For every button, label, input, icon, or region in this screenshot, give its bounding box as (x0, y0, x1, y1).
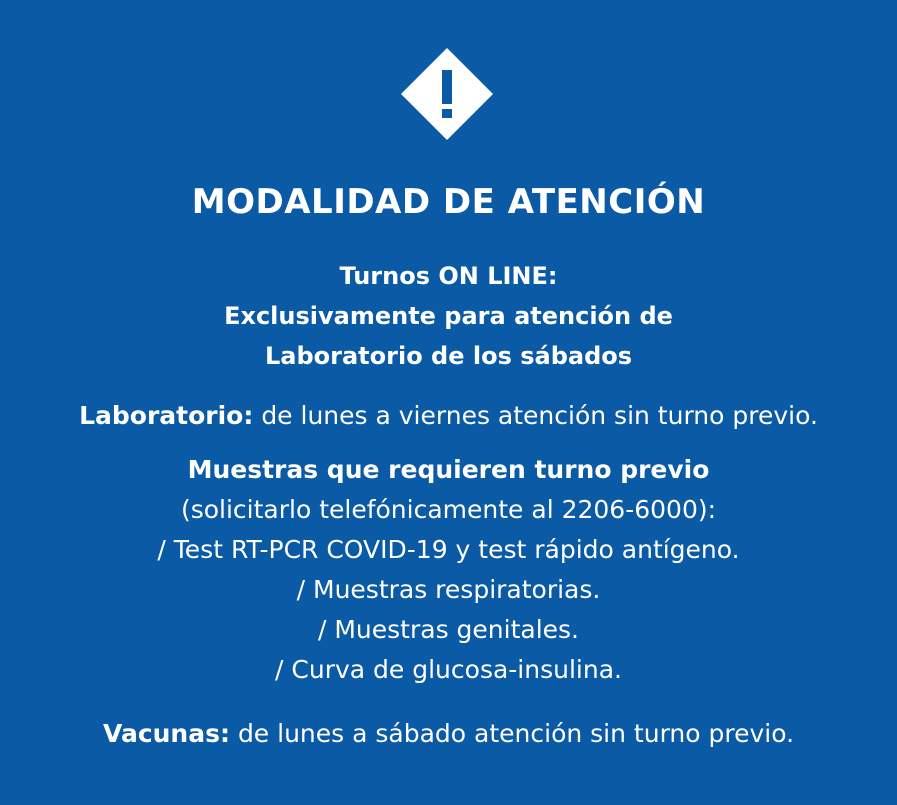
online-line: Exclusivamente para atención de (224, 302, 673, 330)
page-title: MODALIDAD DE ATENCIÓN (191, 182, 706, 222)
vaccines-hours (0, 714, 897, 754)
laboratory-label: Laboratorio: (79, 401, 254, 430)
samples-section (0, 450, 897, 690)
online-line: Laboratorio de los sábados (264, 342, 633, 370)
sample-item: / Muestras respiratorias. (296, 575, 601, 604)
laboratory-hours (0, 396, 897, 436)
online-appointments-notice (0, 256, 897, 376)
samples-phone-line: (solicitarlo telefónicamente al 2206-6000): (180, 495, 717, 524)
vaccines-label: Vacunas: (102, 719, 230, 748)
sample-item: / Curva de glucosa-insulina. (275, 655, 622, 684)
samples-heading: Muestras que requieren turno previo (187, 455, 710, 484)
sample-item: / Muestras genitales. (317, 615, 580, 644)
sample-item: / Test RT-PCR COVID-19 y test rápido antígeno. (157, 535, 740, 564)
laboratory-text: de lunes a viernes atención sin turno previo. (261, 401, 818, 430)
warning-icon (401, 48, 493, 140)
vaccines-text: de lunes a sábado atención sin turno previo. (237, 719, 795, 748)
online-line: Turnos ON LINE: (339, 262, 558, 290)
